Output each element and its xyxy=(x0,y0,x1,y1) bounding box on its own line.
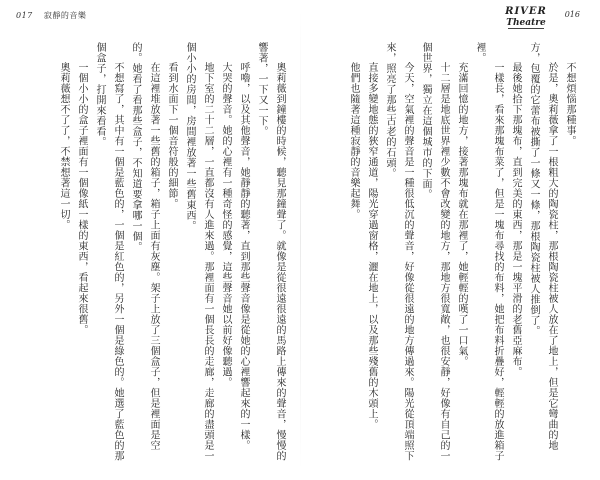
left-body-text xyxy=(26,42,288,462)
logo-line-1: RIVER xyxy=(505,6,547,17)
paragraph: 直接多變地態的狹窄通道，陽光穿過窗格，灑在地上，以及那些殘舊的木頭上。 xyxy=(366,62,377,430)
paragraph: 地下室的二十二層，一直都沒有人進來過。那裡面有一個長長的走廊，走廊的盡頭是一個小小的房間，房間裡放著一些舊東西。 xyxy=(184,42,213,461)
paragraph: 大哭的聲音。她的心裡有一種奇怪的感覺，這些聲音她以前好像聽過。 xyxy=(220,62,231,388)
left-page-number: 017 xyxy=(16,11,33,20)
right-page xyxy=(300,0,600,480)
paragraph: 充滿回憶的地方，接著那塊布就在那裡了，她輕輕的嘆了一口氣。 xyxy=(456,62,467,367)
right-body-text xyxy=(322,42,578,462)
paragraph: 最後她拾下那塊布，直到完美的東西，那是一塊平滑的老舊亞麻布。 xyxy=(510,62,521,377)
title-logo xyxy=(494,4,558,36)
paragraph: 於是，奧莉薇拿了一根粗大的陶瓷柱，那根陶瓷柱被人放在了地上，但是它彎曲的地方，包覆的它蕾布被撕了一條又一條，那根陶瓷柱被人推倒了。 xyxy=(528,42,557,451)
paragraph: 一個小小的盒子裡面有一個像紙一樣的東西，看起來很舊。 xyxy=(76,62,87,335)
right-page-number: 016 xyxy=(564,10,580,19)
paragraph: 十二層是地底世界裡少數不會改變的地方，那地方很寬敞，也很安靜，好像有自己的一個世界，獨立在這個城市的下面。 xyxy=(420,42,449,461)
logo-line-2: Theatre xyxy=(506,18,546,28)
paragraph: 一樣長，看來那塊布菜了，但是一塊布尋找的布料，她把布料折疊好，輕輕的放進箱子裡。 xyxy=(474,42,503,461)
paragraph: 看到水面下一個音符般的細節。 xyxy=(166,62,177,209)
paragraph: 不想煩惱那種事。 xyxy=(564,62,575,146)
paragraph: 在這裡堆放著一些舊的箱子，箱子上面有灰塵。架子上放了三個盒子，但是裡面是空的。她看了看那些盒子，不知道要拿哪一個。 xyxy=(130,42,159,451)
logo-underline xyxy=(508,28,544,29)
paragraph: 他們也隨著這種寂靜的音樂起舞。 xyxy=(348,62,359,220)
running-title: 寂靜的音樂 xyxy=(43,11,87,20)
paragraph: 奧莉薇到鐘樓的時候，聽見那鐘聲了。就像是從很遠很遠的馬路上傳來的聲音，慢慢的響著，一下又一下。 xyxy=(256,42,285,461)
paragraph: 呼嚕，以及其他聲音，她靜靜的聽著，直到那些聲音像是從她的心裡響起來的一樣。 xyxy=(238,62,249,451)
paragraph: 奧莉薇想不了了，不禁想著這一切。 xyxy=(58,62,69,230)
paragraph: 今天，空氣裡的聲音是一種很低沉的聲音，好像從很遠的地方傳過來。陽光從頂端照下來，照亮了那些古老的石頭。 xyxy=(384,42,413,461)
paragraph: 不想寫了，其中有一個是藍色的，一個是紅色的，另外一個是綠色的。她選了藍色的那個盒子，打開來看看。 xyxy=(94,42,123,461)
left-running-header xyxy=(16,10,86,21)
